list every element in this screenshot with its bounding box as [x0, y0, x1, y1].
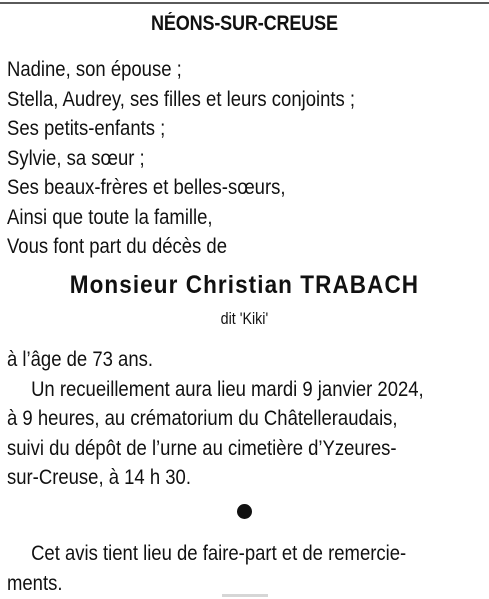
age-line: à l’âge de 73 ans.: [7, 347, 153, 371]
bottom-divider: [222, 594, 268, 597]
family-line: Stella, Audrey, ses filles et leurs conjoints ;: [7, 86, 356, 111]
closing-line: ments.: [7, 570, 63, 595]
family-list: [7, 55, 420, 262]
family-line: Ses petits-enfants ;: [7, 116, 166, 140]
deceased-nickname: dit 'Kiki': [220, 309, 269, 328]
family-line: Sylvie, sa sœur ;: [7, 145, 145, 170]
family-line: Vous font part du décès de: [7, 234, 227, 258]
family-line: Nadine, son épouse ;: [7, 57, 182, 81]
family-line: Ses beaux-frères et belles-sœurs,: [7, 175, 286, 199]
top-rule: [0, 2, 489, 4]
bullet-icon: [237, 504, 252, 519]
closing-line: Cet avis tient lieu de faire-part et de remercie-: [31, 541, 407, 565]
ceremony-details: [7, 345, 483, 493]
closing-note: [7, 539, 483, 598]
place-heading: NÉONS-SUR-CREUSE: [150, 12, 338, 35]
ceremony-line: suivi du dépôt de l’urne au cimetière d’Yzeures-: [7, 435, 397, 460]
ceremony-line: Un recueillement aura lieu mardi 9 janvier 2024,: [31, 376, 424, 401]
deceased-name: Monsieur Christian TRABACH: [69, 271, 420, 299]
ceremony-line: à 9 heures, au crématorium du Châtelleraudais,: [7, 406, 398, 430]
ceremony-line: sur-Creuse, à 14 h 30.: [7, 465, 191, 489]
family-line: Ainsi que toute la famille,: [7, 204, 213, 229]
